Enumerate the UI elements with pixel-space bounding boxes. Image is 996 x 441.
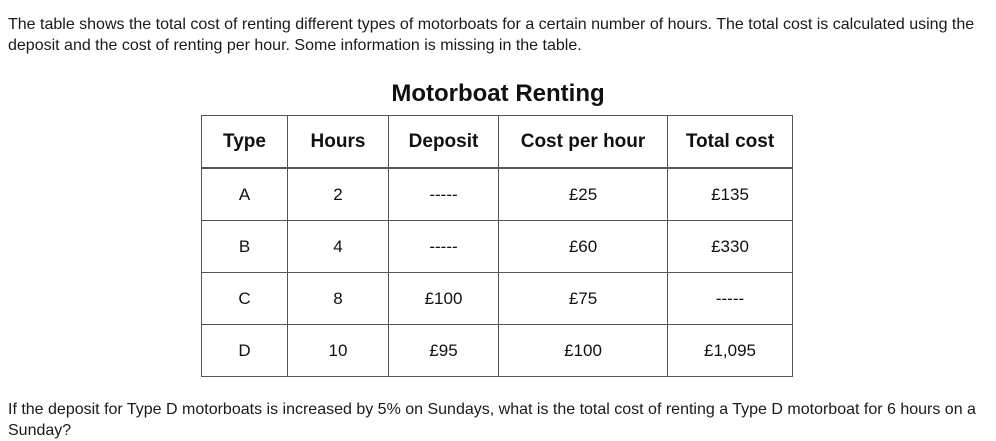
table-row bbox=[202, 221, 793, 273]
question-paragraph: If the deposit for Type D motorboats is increased by 5% on Sundays, what is the total cost of renting a Type D motorboat for 6 hours on a Sunday? bbox=[8, 401, 976, 439]
cell-total-cost: £330 bbox=[668, 221, 793, 273]
cell-type: B bbox=[202, 221, 288, 273]
cell-total-cost: £1,095 bbox=[668, 325, 793, 377]
table-row bbox=[202, 273, 793, 325]
header-type: Type bbox=[202, 116, 288, 169]
header-hours: Hours bbox=[288, 116, 389, 169]
cell-deposit: £100 bbox=[389, 273, 499, 325]
motorboat-renting-table bbox=[201, 115, 793, 377]
cell-hours: 8 bbox=[288, 273, 389, 325]
cell-type: C bbox=[202, 273, 288, 325]
header-total-cost: Total cost bbox=[668, 116, 793, 169]
cell-cost-per-hour: £75 bbox=[499, 273, 668, 325]
table-row bbox=[202, 168, 793, 221]
cell-type: D bbox=[202, 325, 288, 377]
cell-hours: 4 bbox=[288, 221, 389, 273]
cell-deposit: £95 bbox=[389, 325, 499, 377]
cell-hours: 10 bbox=[288, 325, 389, 377]
cell-cost-per-hour: £100 bbox=[499, 325, 668, 377]
cell-cost-per-hour: £60 bbox=[499, 221, 668, 273]
cell-total-cost: ----- bbox=[668, 273, 793, 325]
cell-hours: 2 bbox=[288, 168, 389, 221]
intro-paragraph: The table shows the total cost of renting different types of motorboats for a certain number of hours. The total cost is calculated using the deposit and the cost of renting per hour. Some information is missing in the table. bbox=[8, 16, 975, 54]
cell-cost-per-hour: £25 bbox=[499, 168, 668, 221]
table-header-row bbox=[202, 116, 793, 169]
cell-deposit: ----- bbox=[389, 221, 499, 273]
table-row bbox=[202, 325, 793, 377]
table-title: Motorboat Renting bbox=[391, 80, 605, 107]
cell-type: A bbox=[202, 168, 288, 221]
cell-deposit: ----- bbox=[389, 168, 499, 221]
header-deposit: Deposit bbox=[389, 116, 499, 169]
header-cost-per-hour: Cost per hour bbox=[499, 116, 668, 169]
cell-total-cost: £135 bbox=[668, 168, 793, 221]
